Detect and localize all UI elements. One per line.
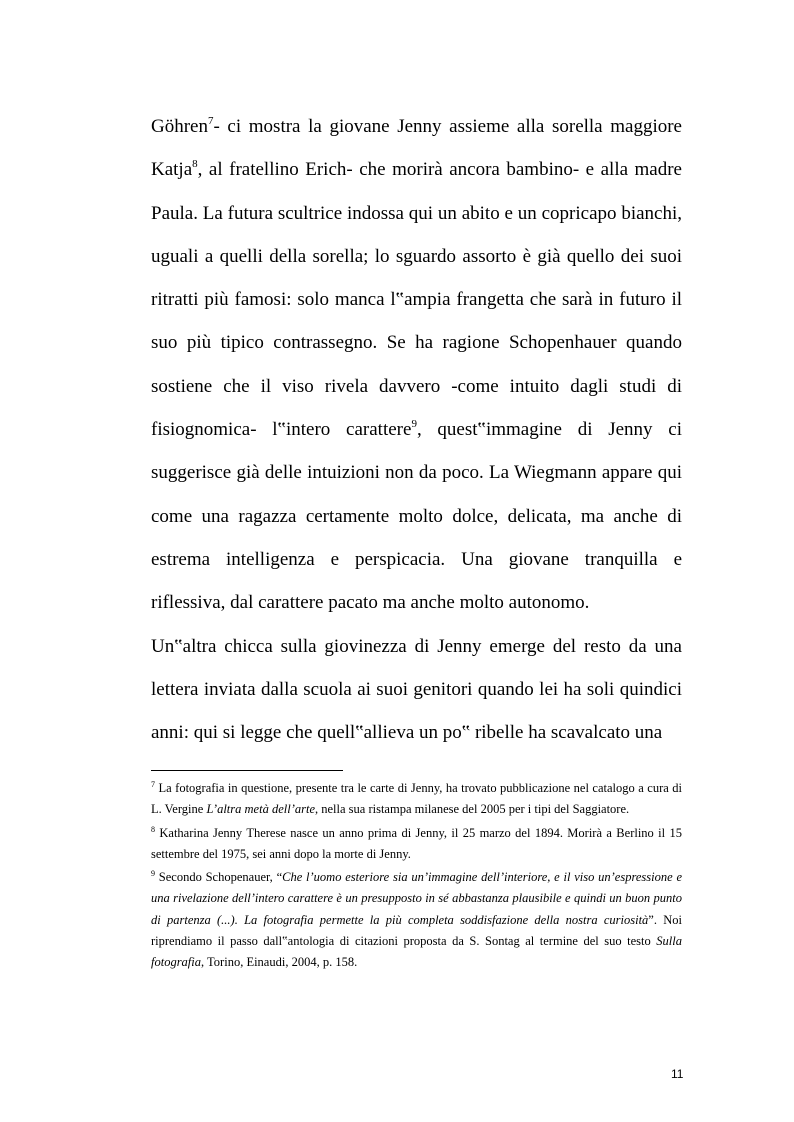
footnote-9 — [151, 867, 682, 973]
footnote-quote: Che l’uomo esteriore sia un’immagine dell’interiore, e il viso un’espressione e una rivelazione dell’intero carattere è un presupposto in sé abbastanza plausibile e quindi un buon punto di partenza (...). La fotografia permette la più completa soddisfazione della nostra curiosità — [151, 870, 682, 927]
footnote-separator — [151, 770, 343, 771]
footnote-text: La fotografia in questione, presente tra le carte di Jenny, ha trovato pubblicazione nel catalogo a cura di L. Vergine — [151, 781, 682, 817]
footnote-ref-8[interactable]: 8 — [192, 158, 198, 171]
footnote-text: , Torino, Einaudi, 2004, p. 158. — [201, 955, 358, 970]
footnote-ref-7[interactable]: 7 — [207, 115, 214, 127]
footnote-book-title: Sulla fotografia — [151, 934, 682, 970]
text-run: , quest‟immagine di Jenny ci suggerisce già delle intuizioni non da poco. La Wiegmann appare qui come una ragazza certamente molto dolce, delicata, ma anche di estrema intelligenza e perspicacia. Una giovane tranquilla e riflessiva, dal carattere pacato ma anche molto autonomo. — [151, 419, 683, 614]
body-text — [151, 105, 682, 754]
text-run: , al fratellino Erich- che morirà ancora bambino- e alla madre Paula. La futura scultrice indossa qui un abito e un copricapo bianchi, uguali a quelli della sorella; lo sguardo assorto è già quello dei suoi ritratti più famosi: solo manca l‟ampia frangetta che sarà in futuro il suo più tipico contrassegno. Se ha ragione Schopenhauer quando sostiene che il viso rivela davvero -come intuito dagli studi di fisiognomica- l‟intero carattere — [151, 159, 682, 441]
footnote-book-title: L’altra metà dell’arte — [206, 802, 315, 817]
footnote-text: Katharina Jenny Therese nasce un anno prima di Jenny, il 25 marzo del 1894. Morirà a Berlino il 15 settembre del 1975, sei anni dopo la morte di Jenny. — [151, 825, 682, 861]
footnote-8 — [151, 823, 682, 866]
footnote-number: 9 — [151, 869, 155, 879]
footnote-text: , nella sua ristampa milanese del 2005 per i tipi del Saggiatore. — [315, 802, 630, 817]
footnote-ref-9[interactable]: 9 — [411, 418, 417, 431]
text-run: - ci mostra la giovane Jenny assieme alla sorella maggiore Katja — [151, 116, 682, 181]
paragraph-2: Un‟altra chicca sulla giovinezza di Jenny emerge del resto da una lettera inviata dalla scuola ai suoi genitori quando lei ha soli quindici anni: qui si legge che quell‟allieva un po‟ ribelle ha scavalcato una — [151, 635, 682, 744]
footnote-number: 7 — [151, 780, 155, 789]
footnote-7 — [151, 778, 682, 821]
page-number: 11 — [671, 1067, 684, 1081]
footnote-text: Secondo Schopenauer, “ — [155, 870, 283, 885]
paragraph-1 — [151, 105, 682, 625]
footnotes — [151, 778, 682, 976]
footnote-text: ”. Noi riprendiamo il passo dall‟antologia di citazioni proposta da S. Sontag al termine del suo testo — [151, 912, 682, 949]
footnote-number: 8 — [151, 824, 155, 834]
text-run: Göhren — [151, 116, 208, 137]
